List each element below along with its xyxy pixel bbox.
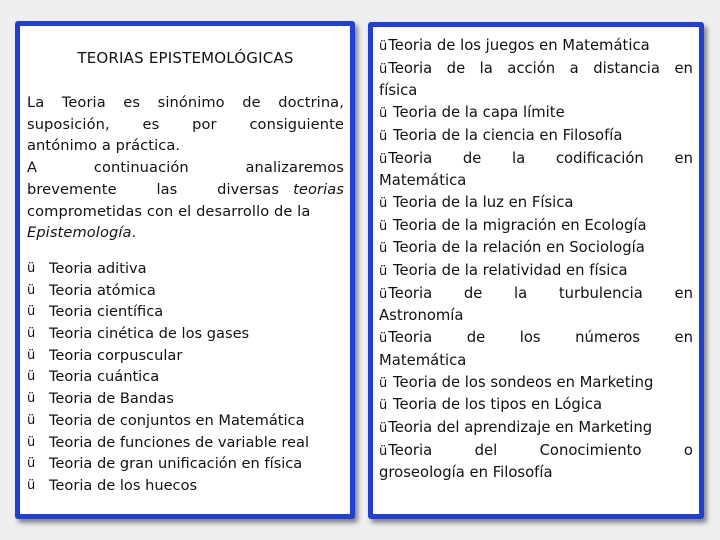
list-item-label: Teoria de la capa límite	[388, 104, 565, 122]
word: la	[479, 59, 493, 77]
left-text-panel	[15, 21, 355, 519]
word: üTeoria	[379, 284, 433, 302]
check-mark-icon: ü	[27, 347, 36, 363]
word: la	[514, 284, 528, 302]
list-item	[27, 345, 344, 367]
word: la	[512, 149, 526, 167]
justified-line	[379, 283, 693, 306]
list-item-continuation: Matemática	[379, 172, 467, 190]
list-item	[379, 215, 693, 238]
word: consiguiente	[249, 115, 344, 133]
list-item-label: Teoria de gran unificación en física	[49, 455, 303, 473]
list-item	[27, 453, 344, 475]
word: los	[519, 329, 541, 347]
word: en	[674, 329, 693, 347]
word: es	[123, 94, 141, 111]
list-item	[379, 35, 693, 58]
list-item	[379, 440, 693, 484]
word: a	[569, 59, 579, 77]
check-mark-icon: ü	[27, 456, 36, 472]
slide-title: TEORIAS EPISTEMOLÓGICAS	[77, 49, 294, 67]
word: turbulencia	[558, 284, 643, 302]
check-mark-icon: ü	[27, 434, 36, 450]
check-mark-icon: ü	[27, 391, 36, 407]
word: de	[463, 284, 483, 302]
intro-line-4	[27, 157, 344, 179]
word: distancia	[593, 59, 660, 77]
check-mark-icon: ü	[379, 39, 388, 54]
word: Conocimiento	[539, 441, 642, 459]
list-item-label: Teoria de los tipos en Lógica	[388, 396, 603, 414]
word: üTeoria	[379, 441, 433, 459]
justified-line	[379, 58, 693, 81]
word: es	[142, 115, 160, 133]
list-item-label: Teoria de conjuntos en Matemática	[49, 411, 305, 429]
word: La	[27, 94, 45, 111]
intro-line-5-words	[27, 179, 279, 201]
word: sinónimo	[157, 94, 225, 111]
list-item	[27, 410, 344, 432]
list-item-label: Teoria de la ciencia en Filosofía	[388, 126, 623, 144]
word: por	[192, 115, 217, 133]
list-item	[27, 366, 344, 388]
list-item	[379, 372, 693, 395]
justified-line	[379, 440, 693, 463]
check-mark-icon: ü	[379, 398, 388, 414]
word: continuación	[93, 159, 189, 177]
word: acción	[507, 59, 556, 77]
check-mark-icon: ü	[27, 412, 36, 428]
list-item-continuation: Matemática	[379, 351, 467, 369]
list-item	[379, 283, 693, 327]
list-item	[379, 148, 693, 192]
check-mark-icon: ü	[379, 106, 388, 122]
check-mark-icon: ü	[379, 195, 388, 211]
check-mark-icon: ü	[379, 420, 388, 436]
list-item	[379, 102, 693, 125]
check-mark-icon: ü	[379, 286, 388, 302]
list-item-label: Teoria cuántica	[49, 368, 160, 386]
check-mark-icon: ü	[379, 375, 388, 391]
right-text-panel	[368, 22, 704, 519]
word: las	[156, 180, 178, 198]
word: en	[674, 59, 693, 77]
list-item	[379, 237, 693, 260]
list-item-continuation: Astronomía	[379, 307, 464, 325]
intro-line-2	[27, 114, 344, 136]
list-item	[27, 301, 344, 323]
check-mark-icon: ü	[379, 241, 388, 257]
list-item	[379, 192, 693, 215]
list-item	[379, 58, 693, 102]
justified-line	[379, 327, 693, 350]
list-item-label: Teoria de la migración en Ecología	[388, 216, 647, 234]
word: Teoria	[61, 94, 106, 111]
word: analizaremos	[245, 159, 344, 177]
intro-line-7	[27, 222, 344, 244]
check-mark-icon: ü	[27, 282, 36, 298]
word: de	[242, 94, 261, 111]
theory-list-right	[379, 35, 693, 484]
epistemologia-italic: Epistemología	[27, 224, 132, 242]
intro-line-5	[27, 179, 344, 201]
intro-teorias-italic: teorias	[293, 180, 344, 198]
check-mark-icon: ü	[379, 218, 388, 234]
list-item-continuation: física	[379, 82, 418, 100]
list-item-label: Teoria de la relación en Sociología	[388, 239, 645, 257]
intro-period: .	[131, 224, 137, 242]
justified-line	[379, 148, 693, 171]
check-mark-icon: ü	[27, 369, 36, 385]
word: brevemente	[27, 180, 117, 198]
check-mark-icon: ü	[379, 264, 388, 280]
word: üTeoria	[379, 329, 433, 347]
list-item	[27, 323, 344, 345]
list-item	[27, 388, 344, 410]
word: números	[575, 329, 640, 347]
word: de	[462, 149, 482, 167]
check-mark-icon: ü	[379, 128, 388, 144]
word: de	[446, 59, 466, 77]
list-item	[379, 394, 693, 417]
word: de	[466, 329, 486, 347]
check-mark-icon: ü	[27, 477, 36, 493]
list-item	[27, 280, 344, 302]
list-item-label: Teoria de la luz en Física	[388, 193, 574, 211]
word: diversas	[217, 180, 280, 198]
list-item-label: Teoria del aprendizaje en Marketing	[388, 418, 653, 436]
list-item-label: Teoria atómica	[49, 281, 156, 299]
list-item	[379, 260, 693, 283]
word: üTeoria	[379, 149, 433, 167]
list-item-continuation: groseología en Filosofía	[379, 464, 553, 482]
list-item-label: Teoria de la relatividad en física	[388, 262, 628, 280]
word: del	[474, 441, 498, 459]
intro-line-6: comprometidas con el desarrollo de la	[27, 202, 311, 220]
check-mark-icon: ü	[27, 326, 36, 342]
list-item	[379, 125, 693, 148]
check-mark-icon: ü	[27, 260, 36, 276]
check-mark-icon: ü	[27, 304, 36, 320]
list-item-label: Teoria cinética de los gases	[49, 325, 250, 343]
list-item-label: Teoria científica	[49, 303, 164, 321]
word: o	[683, 441, 693, 459]
list-item-label: Teoria aditiva	[49, 259, 147, 277]
list-item	[379, 327, 693, 371]
intro-paragraph	[27, 92, 344, 244]
word: A	[27, 159, 38, 177]
word: doctrina,	[278, 94, 344, 111]
theory-list-left	[27, 258, 344, 497]
list-item-label: Teoria de los juegos en Matemática	[388, 37, 650, 54]
intro-line-1	[27, 92, 344, 114]
list-item	[27, 432, 344, 454]
list-item-label: Teoria de funciones de variable real	[49, 433, 310, 451]
check-mark-icon: ü	[379, 443, 388, 459]
word: en	[674, 149, 693, 167]
list-item	[379, 417, 693, 440]
word: üTeoria	[379, 59, 433, 77]
word: suposición,	[27, 115, 110, 133]
list-item-label: Teoria corpuscular	[49, 346, 183, 364]
list-item-label: Teoria de los sondeos en Marketing	[388, 373, 654, 391]
list-item	[27, 475, 344, 497]
word: en	[674, 284, 693, 302]
check-mark-icon: ü	[379, 151, 388, 167]
check-mark-icon: ü	[379, 61, 388, 77]
word: codificación	[555, 149, 644, 167]
intro-line-3: antónimo a práctica.	[27, 137, 181, 155]
list-item	[27, 258, 344, 280]
list-item-label: Teoria de los huecos	[49, 476, 198, 494]
check-mark-icon: ü	[379, 331, 388, 347]
list-item-label: Teoria de Bandas	[49, 390, 174, 408]
